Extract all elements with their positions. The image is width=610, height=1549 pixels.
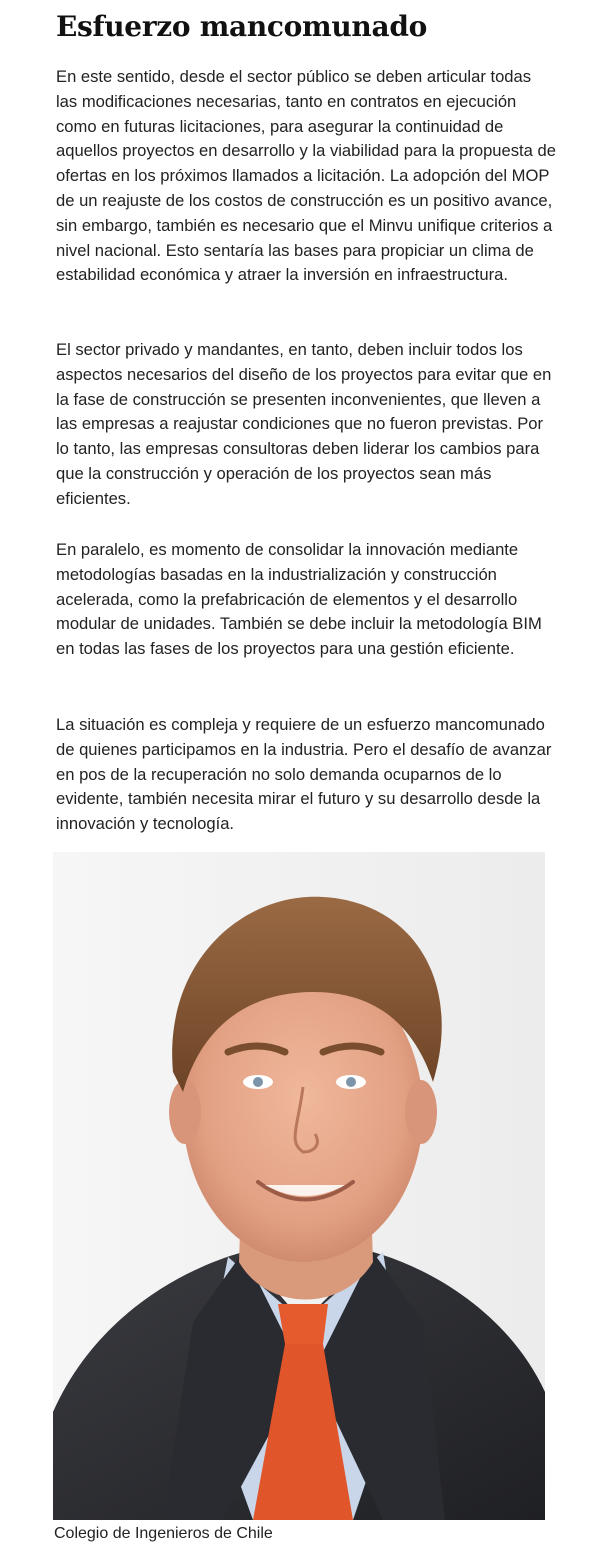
article-paragraph: El sector privado y mandantes, en tanto, deben incluir todos los aspectos necesarios del diseño de los proyectos para evitar que en la fase de construcción se presenten inconvenientes, que lleven a las empresas a reajustar condiciones que no fueron previstas. Por lo tanto, las empresas consultoras deben liderar los cambios para que la construcción y operación de los proyectos sean más eficientes. [56, 340, 552, 508]
portrait-photo [53, 852, 545, 1520]
article [56, 0, 556, 834]
portrait-illustration [53, 852, 545, 1520]
article-paragraph: La situación es compleja y requiere de un esfuerzo mancomunado de quienes participamos en la industria. Pero el desafío de avanzar en pos de la recuperación no solo demanda ocuparnos de lo evidente, también necesita mirar el futuro y su desarrollo desde la innovación y tecnología. [56, 715, 552, 834]
article-paragraph: En este sentido, desde el sector público se deben articular todas las modificaciones necesarias, tanto en contratos en ejecución como en futuras licitaciones, para asegurar la continuidad de aquellos proyectos en desarrollo y la viabilidad para la propuesta de ofertas en los próximos llamados a licitación. La adopción del MOP de un reajuste de los costos de construcción es un positivo avance, sin embargo, también es necesario que el Minvu unifique criterios a nivel nacional. Esto sentaría las bases para propiciar un clima de estabilidad económica y atraer la inversión en infraestructura. [56, 67, 556, 285]
section-heading: Esfuerzo mancomunado [56, 10, 427, 43]
article-paragraph: En paralelo, es momento de consolidar la innovación mediante metodologías basadas en la industrialización y construcción acelerada, como la prefabricación de elementos y el desarrollo modular de unidades. También se debe incluir la metodología BIM en todas las fases de los proyectos para una gestión eficiente. [56, 540, 542, 659]
photo-caption: Colegio de Ingenieros de Chile [54, 1525, 273, 1542]
